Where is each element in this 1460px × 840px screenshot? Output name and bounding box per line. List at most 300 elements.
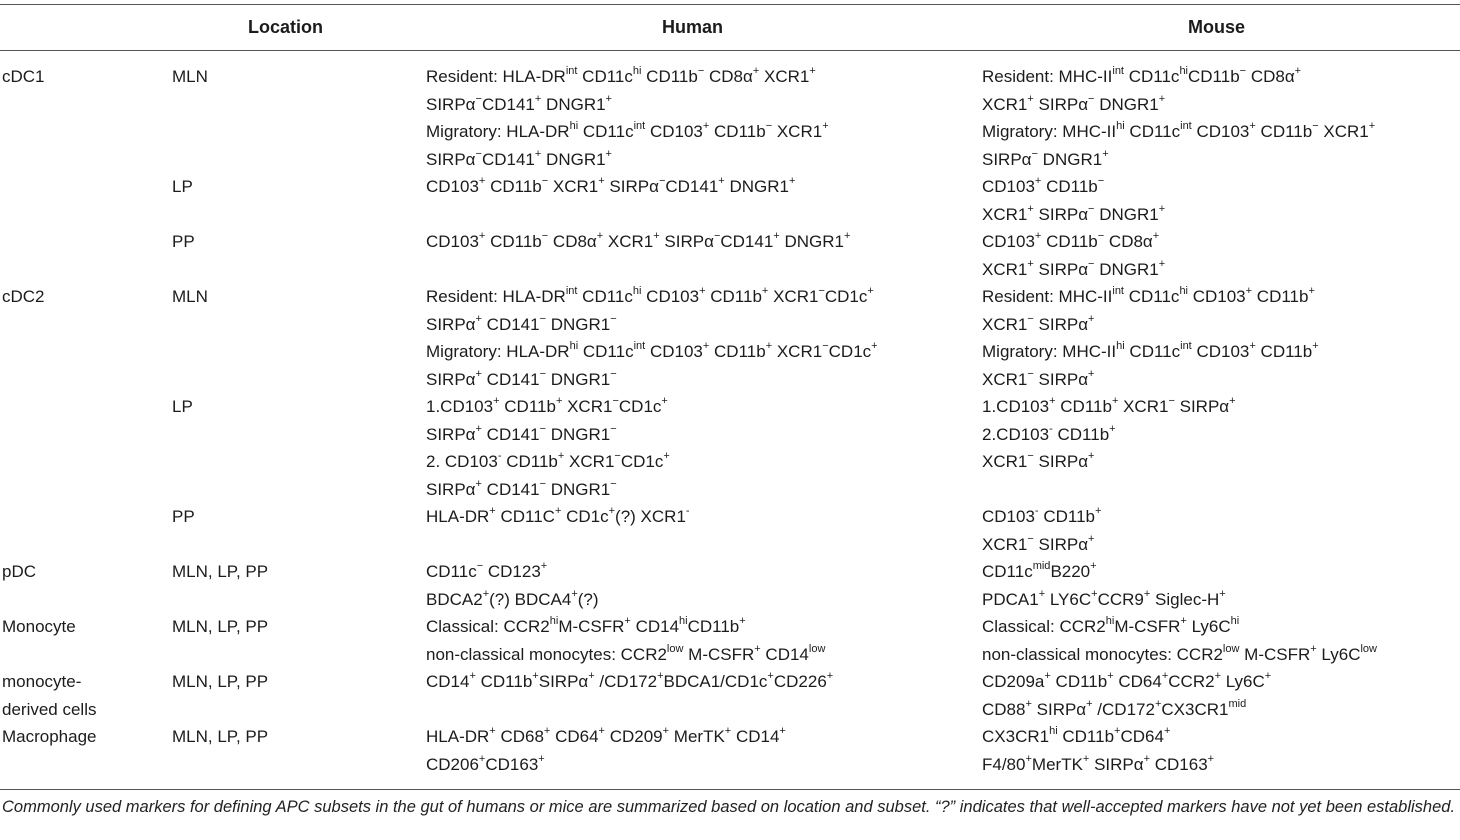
marker-text: HLA-DR (426, 727, 490, 746)
marker-text: MerTK (669, 727, 725, 746)
marker-text: CD206 (426, 754, 479, 774)
marker-text: CD103 (1188, 287, 1246, 306)
marker-superscript: + (699, 285, 706, 298)
marker-text: CD1c (561, 507, 609, 526)
marker-text: SIRPα (604, 177, 659, 196)
marker-superscript: + (718, 175, 725, 188)
mouse-markers-cell (982, 393, 1236, 476)
marker-text: non-classical monocytes: CCR2 (982, 644, 1223, 664)
marker-text: XCR1 (548, 177, 599, 196)
marker-superscript: − (541, 175, 549, 188)
marker-superscript: + (1088, 532, 1095, 545)
marker-text: XCR1 (982, 204, 1028, 224)
marker-text: CD226 (773, 672, 827, 691)
marker-superscript: − (697, 65, 705, 78)
marker-superscript: + (1114, 725, 1121, 738)
subset-label: cDC1 (2, 67, 45, 86)
marker-text: CD141 (481, 94, 535, 114)
marker-superscript: + (540, 560, 548, 573)
human-markers-cell (426, 668, 833, 696)
marker-superscript: − (539, 367, 547, 380)
human-markers-cell (426, 63, 829, 173)
marker-text: CD103 (982, 232, 1035, 251)
marker-superscript: + (555, 395, 563, 408)
marker-text: CD103 (645, 342, 703, 361)
marker-text: CX3CR1 (1161, 699, 1229, 719)
marker-superscript: + (478, 175, 486, 188)
marker-superscript: int (1112, 65, 1124, 78)
marker-text: SIRPα (426, 479, 476, 499)
marker-text: SIRPα (426, 314, 476, 334)
marker-text: SIRPα (426, 424, 476, 444)
marker-superscript: − (1027, 367, 1034, 380)
marker-text: CD103 (641, 287, 700, 306)
marker-superscript: + (1294, 65, 1302, 78)
marker-text: SIRPα (982, 149, 1032, 169)
marker-text: CD141 (481, 314, 540, 334)
marker-text: XCR1 (1118, 397, 1169, 416)
marker-superscript: + (478, 230, 486, 243)
mouse-line (982, 558, 1226, 586)
marker-text: B220 (1050, 562, 1091, 581)
marker-superscript: + (724, 725, 732, 738)
mouse-markers-cell (982, 63, 1375, 173)
marker-superscript: hi (1116, 340, 1125, 353)
human-line (426, 228, 850, 256)
human-markers-cell (426, 228, 850, 256)
marker-text: CD11b (709, 122, 766, 141)
marker-text: CD11b (687, 617, 740, 636)
marker-superscript: + (608, 505, 616, 518)
marker-text: Migratory: MHC-II (982, 342, 1117, 361)
marker-superscript: + (1310, 642, 1317, 655)
marker-superscript: − (1239, 65, 1247, 78)
human-line (426, 476, 670, 504)
marker-superscript: − (1312, 120, 1319, 133)
marker-superscript: − (1168, 395, 1175, 408)
marker-superscript: + (1107, 670, 1114, 683)
location-cell: MLN, LP, PP (172, 562, 269, 581)
marker-superscript: int (565, 285, 578, 298)
mouse-line (982, 146, 1375, 174)
marker-superscript: + (1264, 670, 1272, 683)
marker-text: SIRPα (1033, 452, 1089, 471)
marker-superscript: + (489, 725, 496, 738)
location-cell: MLN, LP, PP (172, 727, 269, 746)
marker-text: M-CSFR (1114, 617, 1181, 636)
marker-superscript: + (754, 642, 761, 655)
marker-text: CD11b (1041, 232, 1098, 251)
marker-text: DNGR1 (1094, 204, 1159, 224)
marker-superscript: + (1038, 587, 1046, 600)
marker-superscript: + (1161, 670, 1169, 683)
human-line (426, 118, 829, 146)
marker-text: CD141 (481, 369, 540, 389)
marker-superscript: + (534, 147, 542, 160)
marker-superscript: + (605, 92, 612, 105)
marker-superscript: + (1312, 340, 1319, 353)
mouse-line (982, 421, 1236, 449)
human-markers-cell (426, 283, 878, 393)
human-line (426, 63, 829, 91)
mouse-line (982, 283, 1319, 311)
marker-superscript: + (1249, 340, 1256, 353)
marker-text: XCR1 (982, 534, 1028, 554)
marker-superscript: + (761, 285, 769, 298)
marker-superscript: + (1091, 587, 1098, 600)
header-mouse: Mouse (1188, 17, 1246, 37)
marker-text: Classical: CCR2 (426, 617, 550, 636)
marker-superscript: int (1112, 285, 1124, 298)
marker-text: CD8α (1246, 67, 1295, 86)
marker-text: CD64 (550, 727, 599, 746)
marker-superscript: hi (569, 120, 579, 133)
location-cell: PP (172, 232, 195, 251)
marker-superscript: + (475, 422, 482, 435)
marker-superscript: + (663, 450, 670, 463)
marker-superscript: − (1027, 312, 1034, 325)
marker-text: XCR1 (772, 342, 823, 361)
marker-superscript: + (1158, 257, 1166, 270)
marker-text: CD11b (1052, 424, 1110, 444)
marker-text: CD14 (760, 644, 809, 664)
marker-text: CD11c (577, 287, 633, 306)
marker-text: Ly6C (1221, 672, 1265, 691)
marker-superscript: − (541, 230, 549, 243)
subset-cell (2, 283, 45, 311)
marker-text: CD141 (481, 479, 540, 499)
marker-superscript: hi (632, 285, 642, 298)
human-line (426, 338, 878, 366)
marker-superscript: + (1109, 422, 1116, 435)
marker-text: M-CSFR (683, 644, 755, 664)
human-line (426, 723, 786, 751)
mouse-markers-cell (982, 228, 1165, 283)
marker-superscript: hi (632, 65, 642, 78)
marker-text: DNGR1 (546, 369, 611, 389)
marker-text: XCR1 (759, 67, 810, 86)
marker-text: CD103 (426, 177, 479, 196)
mouse-line (982, 311, 1319, 339)
mouse-line (982, 256, 1165, 284)
marker-superscript: hi (679, 615, 688, 628)
marker-superscript: + (1027, 257, 1034, 270)
marker-superscript: low (666, 642, 684, 655)
marker-text: Ly6C (1316, 644, 1361, 664)
marker-superscript: + (773, 230, 780, 243)
marker-text: SIRPα (538, 672, 589, 691)
marker-superscript: low (808, 642, 826, 655)
human-line (426, 283, 878, 311)
table-bottom-rule (0, 789, 1460, 790)
marker-superscript: − (476, 560, 484, 573)
marker-text: CD11c (1124, 122, 1181, 141)
marker-superscript: + (661, 395, 668, 408)
marker-superscript: + (657, 670, 664, 683)
marker-text: CD103 (982, 177, 1035, 196)
marker-text: CD103 (426, 232, 479, 251)
mouse-line (982, 91, 1375, 119)
marker-text: CD11b (1057, 727, 1115, 746)
marker-text: SIRPα (426, 149, 476, 169)
marker-superscript: + (1143, 587, 1151, 600)
marker-superscript: + (475, 367, 482, 380)
marker-text: CD8α (1104, 232, 1153, 251)
marker-text: SIRPα (1033, 204, 1089, 224)
mouse-markers-cell (982, 558, 1226, 613)
marker-superscript: + (1027, 202, 1034, 215)
marker-text: Migratory: MHC-II (982, 122, 1117, 141)
marker-superscript: hi (1230, 615, 1240, 628)
marker-superscript: int (1180, 120, 1192, 133)
marker-text: DNGR1 (1094, 94, 1159, 114)
marker-superscript: - (1049, 422, 1053, 435)
location-cell: LP (172, 397, 193, 416)
marker-superscript: + (543, 725, 551, 738)
marker-superscript: int (1180, 340, 1192, 353)
marker-text: SIRPα (1033, 534, 1089, 554)
marker-superscript: + (1163, 725, 1171, 738)
marker-text: CD1c (618, 397, 662, 416)
marker-superscript: + (1207, 752, 1215, 765)
mouse-line (982, 668, 1271, 696)
marker-text: SIRPα (1031, 699, 1087, 719)
marker-text: SIRPα (1033, 259, 1089, 279)
marker-text: CD11b (485, 232, 542, 251)
marker-superscript: + (1158, 202, 1166, 215)
marker-superscript: + (596, 230, 604, 243)
marker-text: CD88 (982, 699, 1026, 719)
marker-superscript: + (1152, 230, 1160, 243)
marker-text: CD209a (982, 672, 1045, 691)
marker-text: CD64 (1120, 727, 1164, 746)
marker-text: 1.CD103 (426, 397, 494, 416)
marker-superscript: + (1158, 92, 1166, 105)
mouse-markers-cell (982, 503, 1101, 558)
marker-superscript: + (557, 450, 565, 463)
header-location: Location (248, 17, 323, 37)
marker-superscript: + (1049, 395, 1056, 408)
subset-label: cDC2 (2, 287, 45, 306)
marker-superscript: int (565, 65, 578, 78)
marker-text: CD11c (578, 342, 634, 361)
marker-superscript: + (702, 340, 710, 353)
marker-superscript: + (1025, 697, 1032, 710)
marker-text: CD11b (499, 397, 556, 416)
marker-superscript: − (610, 312, 617, 325)
marker-text: DNGR1 (1094, 259, 1159, 279)
marker-superscript: + (826, 670, 834, 683)
marker-text: DNGR1 (546, 424, 611, 444)
marker-superscript: + (1111, 395, 1119, 408)
human-line (426, 558, 599, 586)
marker-text: CD163 (485, 754, 539, 774)
marker-superscript: low (1222, 642, 1240, 655)
marker-text: 2. CD103 (426, 452, 498, 471)
mouse-line (982, 338, 1319, 366)
marker-superscript: + (1034, 230, 1042, 243)
marker-superscript: − (539, 477, 547, 490)
marker-superscript: + (475, 477, 482, 490)
marker-superscript: hi (549, 615, 559, 628)
marker-superscript: + (538, 752, 545, 765)
marker-text: CD103 (645, 122, 703, 141)
marker-text: CD11b (1188, 67, 1240, 86)
mouse-line (982, 531, 1101, 559)
marker-superscript: + (752, 65, 760, 78)
marker-text: XCR1 (982, 452, 1028, 471)
marker-superscript: + (1368, 120, 1376, 133)
marker-superscript: − (539, 422, 547, 435)
marker-text: CD141 (481, 424, 540, 444)
subset-cell (2, 558, 36, 586)
mouse-line (982, 751, 1214, 779)
marker-superscript: int (633, 340, 646, 353)
mouse-line (982, 118, 1375, 146)
subset-label: Macrophage (2, 727, 97, 746)
marker-text: SIRPα (1174, 397, 1230, 416)
marker-superscript: mid (1228, 697, 1247, 710)
marker-superscript: + (1034, 175, 1042, 188)
marker-text: MerTK (1031, 754, 1083, 774)
marker-superscript: + (482, 587, 490, 600)
table-footnote: Commonly used markers for defining APC subsets in the gut of humans or mice are summarized based on location and subset. “?” indicates that well-accepted markers have not yet been established. (2, 798, 1456, 816)
mouse-line (982, 448, 1236, 476)
marker-text: CD8α (548, 232, 597, 251)
marker-superscript: hi (1179, 65, 1188, 78)
marker-superscript: + (598, 175, 605, 188)
marker-text: CD1c (620, 452, 664, 471)
marker-text: CD1c (824, 287, 868, 306)
marker-text: XCR1 (603, 232, 654, 251)
marker-superscript: − (1088, 92, 1095, 105)
marker-text: CD141 (481, 149, 535, 169)
marker-text: CD1c (828, 342, 872, 361)
marker-text: SIRPα (1033, 314, 1089, 334)
marker-text: DNGR1 (724, 177, 789, 196)
marker-text: CD209 (604, 727, 663, 746)
marker-text: CD11b (709, 342, 766, 361)
marker-text: SIRPα (659, 232, 714, 251)
marker-superscript: − (1027, 532, 1034, 545)
marker-text: XCR1 (1318, 122, 1369, 141)
mouse-markers-cell (982, 173, 1165, 228)
marker-superscript: + (1229, 395, 1236, 408)
marker-superscript: + (493, 395, 500, 408)
location-cell: MLN, LP, PP (172, 672, 269, 691)
marker-superscript: + (867, 285, 874, 298)
marker-superscript: + (843, 230, 851, 243)
marker-text: LY6C (1045, 589, 1092, 609)
marker-text: M-CSFR (558, 617, 625, 636)
marker-superscript: − (1088, 257, 1095, 270)
mouse-line (982, 696, 1271, 724)
marker-text: CD11b (1038, 507, 1095, 526)
mouse-line (982, 173, 1165, 201)
location-cell: PP (172, 507, 195, 526)
human-line (426, 146, 829, 174)
marker-superscript: hi (569, 340, 579, 353)
human-line (426, 613, 825, 641)
marker-superscript: + (1214, 670, 1221, 683)
marker-superscript: + (605, 147, 612, 160)
marker-text: XCR1 (982, 369, 1028, 389)
marker-superscript: + (809, 65, 816, 78)
marker-text: CX3CR1 (982, 727, 1050, 746)
marker-text: Resident: HLA-DR (426, 287, 566, 306)
marker-text: Ly6C (1186, 617, 1231, 636)
human-line (426, 393, 670, 421)
marker-text: CD68 (495, 727, 544, 746)
marker-text: DNGR1 (546, 479, 611, 499)
marker-text: XCR1 (982, 94, 1028, 114)
marker-superscript: + (469, 670, 476, 683)
marker-text: CD11b (705, 287, 762, 306)
marker-text: CD163 (1150, 754, 1208, 774)
marker-text: CD11c (1124, 342, 1181, 361)
mouse-line (982, 201, 1165, 229)
marker-text: DNGR1 (546, 314, 611, 334)
marker-superscript: + (624, 615, 631, 628)
marker-text: XCR1 (772, 122, 823, 141)
marker-text: CD103 (1191, 342, 1250, 361)
marker-text: (?) (577, 589, 599, 609)
location-cell: LP (172, 177, 193, 196)
human-markers-cell (426, 393, 670, 503)
human-markers-cell (426, 503, 690, 531)
marker-superscript: - (1034, 505, 1039, 518)
marker-superscript: + (489, 505, 496, 518)
subset-cell (2, 668, 97, 723)
marker-text: CD11b (641, 67, 698, 86)
human-line (426, 751, 786, 779)
marker-superscript: + (554, 505, 562, 518)
marker-superscript: hi (1179, 285, 1188, 298)
human-markers-cell (426, 723, 786, 778)
mouse-line (982, 723, 1214, 751)
human-markers-cell (426, 613, 825, 668)
marker-text: (?) XCR1 (615, 507, 686, 526)
location-cell: MLN (172, 287, 208, 306)
human-line (426, 173, 795, 201)
marker-superscript: − (610, 422, 617, 435)
marker-text: CD11c (426, 562, 477, 581)
mouse-line (982, 586, 1226, 614)
marker-superscript: − (818, 285, 825, 298)
marker-text: Siglec-H (1150, 589, 1220, 609)
marker-superscript: + (653, 230, 660, 243)
marker-superscript: − (610, 367, 617, 380)
marker-text: CD11c (577, 67, 633, 86)
marker-text: CD8α (704, 67, 753, 86)
marker-text: CD11c (1124, 287, 1180, 306)
marker-text: Resident: MHC-II (982, 287, 1113, 306)
marker-superscript: + (1219, 587, 1226, 600)
human-line (426, 668, 833, 696)
marker-superscript: - (685, 505, 690, 518)
marker-text: CD11c (982, 562, 1033, 581)
human-line (426, 91, 829, 119)
location-cell: MLN (172, 67, 208, 86)
marker-superscript: mid (1032, 560, 1051, 573)
marker-superscript: + (1088, 367, 1095, 380)
marker-superscript: − (1088, 202, 1095, 215)
mouse-markers-cell (982, 668, 1271, 723)
marker-superscript: − (1097, 230, 1105, 243)
marker-superscript: + (1088, 312, 1095, 325)
marker-superscript: low (1360, 642, 1377, 655)
marker-text: SIRPα (426, 369, 476, 389)
